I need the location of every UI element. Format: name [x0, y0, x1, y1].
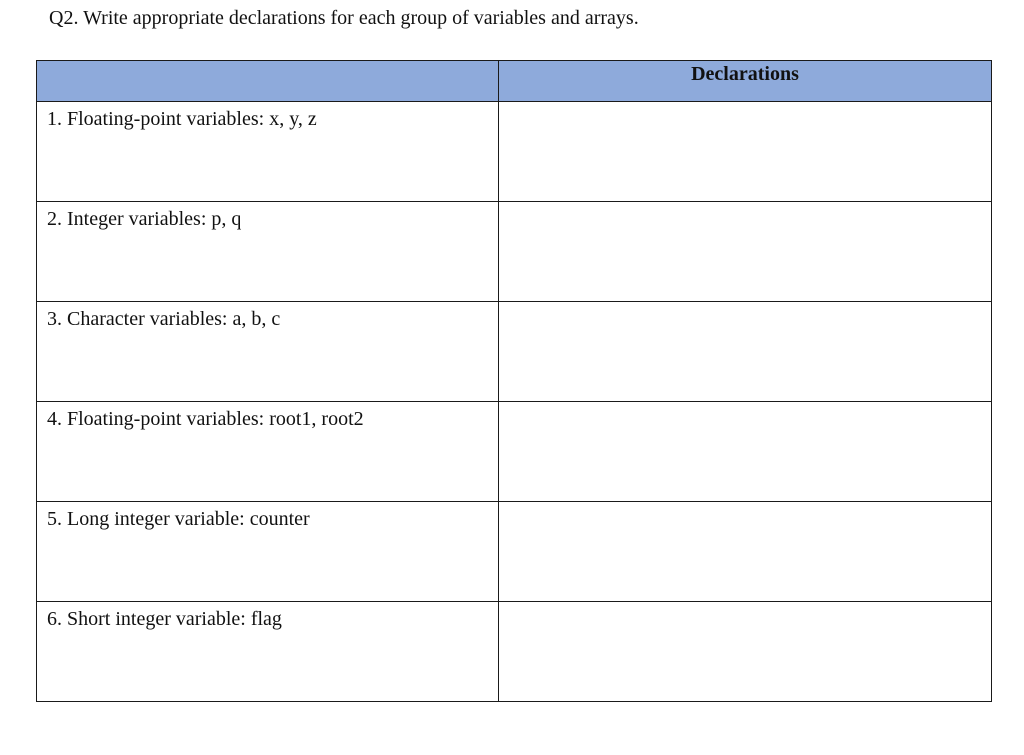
- declaration-answer-cell[interactable]: [499, 302, 992, 402]
- declarations-table: [36, 60, 992, 702]
- table-row: [37, 202, 992, 302]
- declaration-answer-cell[interactable]: [499, 502, 992, 602]
- table-row: [37, 602, 992, 702]
- table-row: [37, 402, 992, 502]
- declaration-answer-cell[interactable]: [499, 102, 992, 202]
- row-description: 3. Character variables: a, b, c: [37, 302, 499, 402]
- row-description: 6. Short integer variable: flag: [37, 602, 499, 702]
- row-description: 1. Floating-point variables: x, y, z: [37, 102, 499, 202]
- row-description: 5. Long integer variable: counter: [37, 502, 499, 602]
- question-text: Q2. Write appropriate declarations for each group of variables and arrays.: [49, 7, 639, 29]
- declaration-answer-cell[interactable]: [499, 202, 992, 302]
- row-description: 2. Integer variables: p, q: [37, 202, 499, 302]
- declaration-answer-cell[interactable]: [499, 602, 992, 702]
- table-header-row: [37, 61, 992, 102]
- header-cell-description: [37, 61, 499, 102]
- declaration-answer-cell[interactable]: [499, 402, 992, 502]
- table-row: [37, 102, 992, 202]
- header-cell-declarations: Declarations: [499, 61, 992, 102]
- row-description: 4. Floating-point variables: root1, root2: [37, 402, 499, 502]
- table-row: [37, 302, 992, 402]
- table-row: [37, 502, 992, 602]
